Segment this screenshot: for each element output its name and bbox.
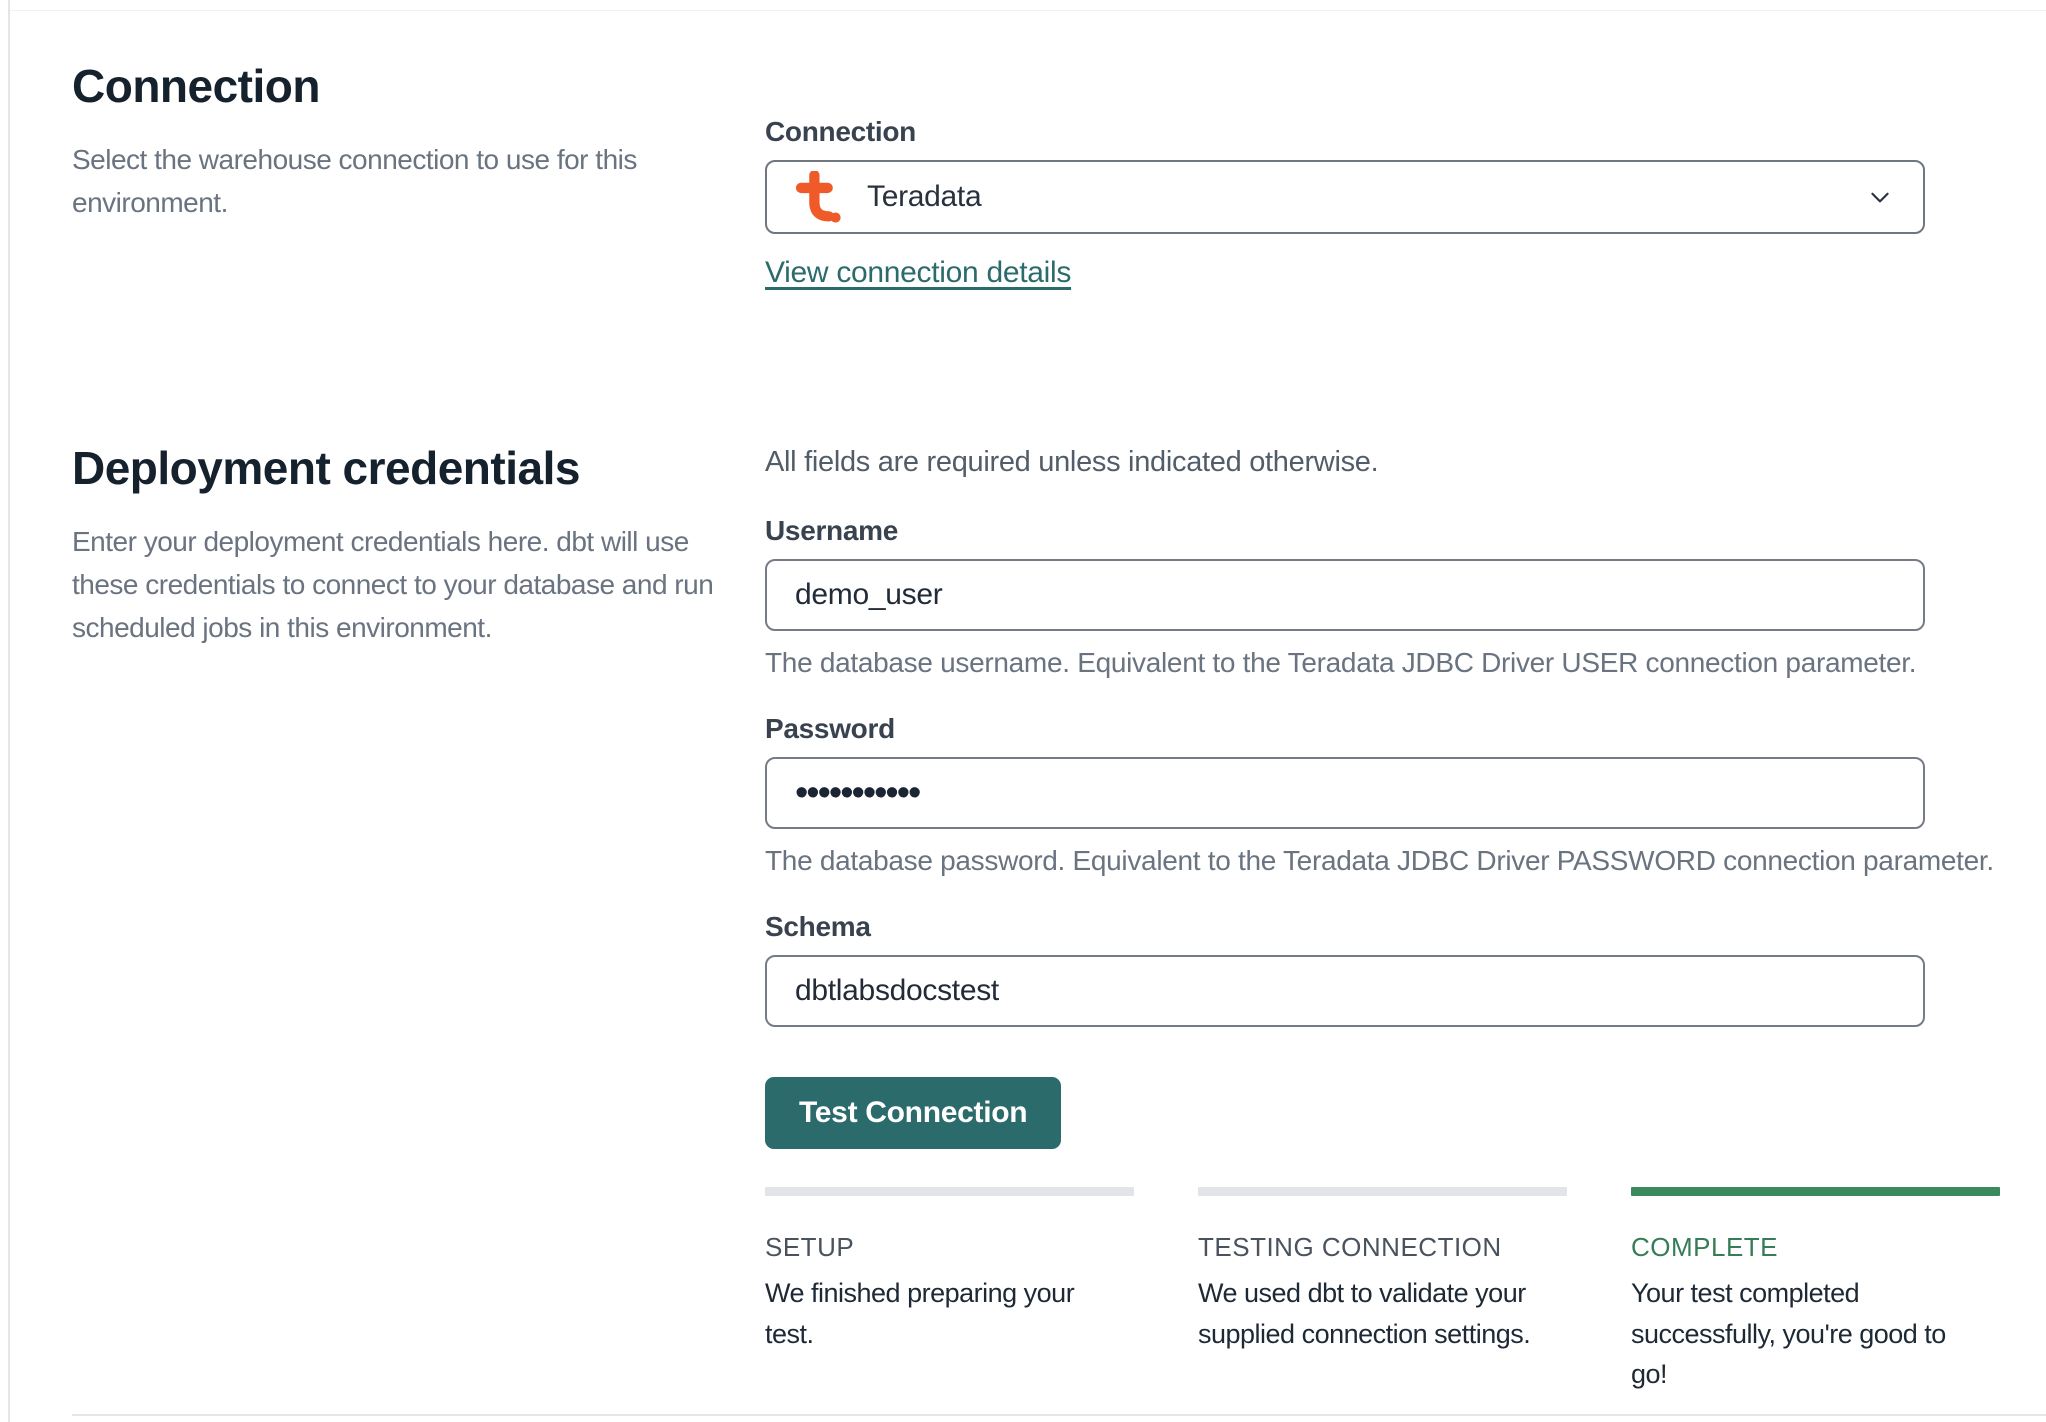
connection-section-form xyxy=(765,58,2000,290)
chevron-down-icon xyxy=(1867,184,1893,210)
credentials-section-title: Deployment credentials xyxy=(72,442,580,494)
connection-section xyxy=(72,58,2000,290)
progress-step-setup-label: SETUP xyxy=(765,1232,855,1262)
password-label: Password xyxy=(765,713,895,744)
progress-step-testing xyxy=(1198,1187,1567,1395)
progress-step-testing-label: TESTING CONNECTION xyxy=(1198,1232,1502,1262)
credentials-form xyxy=(765,440,2000,1395)
username-input[interactable] xyxy=(765,559,1925,631)
progress-bar-setup xyxy=(765,1187,1134,1196)
progress-step-complete-label: COMPLETE xyxy=(1631,1232,1779,1262)
progress-step-setup-description: We finished preparing your test. xyxy=(765,1278,1075,1349)
connection-section-description: Select the warehouse connection to use for this environment. xyxy=(72,143,637,218)
username-help-text: The database username. Equivalent to the Teradata JDBC Driver USER connection parameter. xyxy=(765,647,1917,678)
progress-step-setup xyxy=(765,1187,1134,1395)
username-field-group xyxy=(765,515,2000,679)
username-label: Username xyxy=(765,515,899,546)
connection-test-progress xyxy=(765,1187,2000,1395)
progress-step-testing-description: We used dbt to validate your supplied connection settings. xyxy=(1198,1278,1531,1349)
password-help-text: The database password. Equivalent to the Teradata JDBC Driver PASSWORD connection parameter. xyxy=(765,845,1994,876)
progress-step-complete xyxy=(1631,1187,2000,1395)
password-input[interactable] xyxy=(765,757,1925,829)
top-divider xyxy=(8,10,2046,11)
connection-section-title: Connection xyxy=(72,60,320,112)
left-divider xyxy=(8,0,10,1422)
deployment-credentials-section xyxy=(72,440,2000,1395)
connection-select[interactable] xyxy=(765,160,1925,234)
credentials-section-description: Enter your deployment credentials here. dbt will use these credentials to connect to your database and run scheduled jobs in this environment. xyxy=(72,525,714,644)
progress-step-complete-description: Your test completed successfully, you're good to go! xyxy=(1631,1278,1946,1389)
schema-label: Schema xyxy=(765,911,871,942)
view-connection-details-link[interactable]: View connection details xyxy=(765,256,1072,289)
connection-select-value: Teradata xyxy=(867,180,982,213)
credentials-section-intro xyxy=(72,440,732,1395)
bottom-divider xyxy=(72,1414,2046,1416)
schema-input[interactable] xyxy=(765,955,1925,1027)
progress-bar-testing xyxy=(1198,1187,1567,1196)
connection-section-intro xyxy=(72,58,732,290)
progress-bar-complete xyxy=(1631,1187,2000,1196)
password-field-group xyxy=(765,713,2000,877)
schema-field-group xyxy=(765,911,2000,1027)
required-fields-note: All fields are required unless indicated otherwise. xyxy=(765,446,1379,478)
teradata-logo-icon xyxy=(795,171,841,223)
test-connection-button[interactable]: Test Connection xyxy=(765,1077,1061,1149)
connection-select-label: Connection xyxy=(765,116,916,147)
